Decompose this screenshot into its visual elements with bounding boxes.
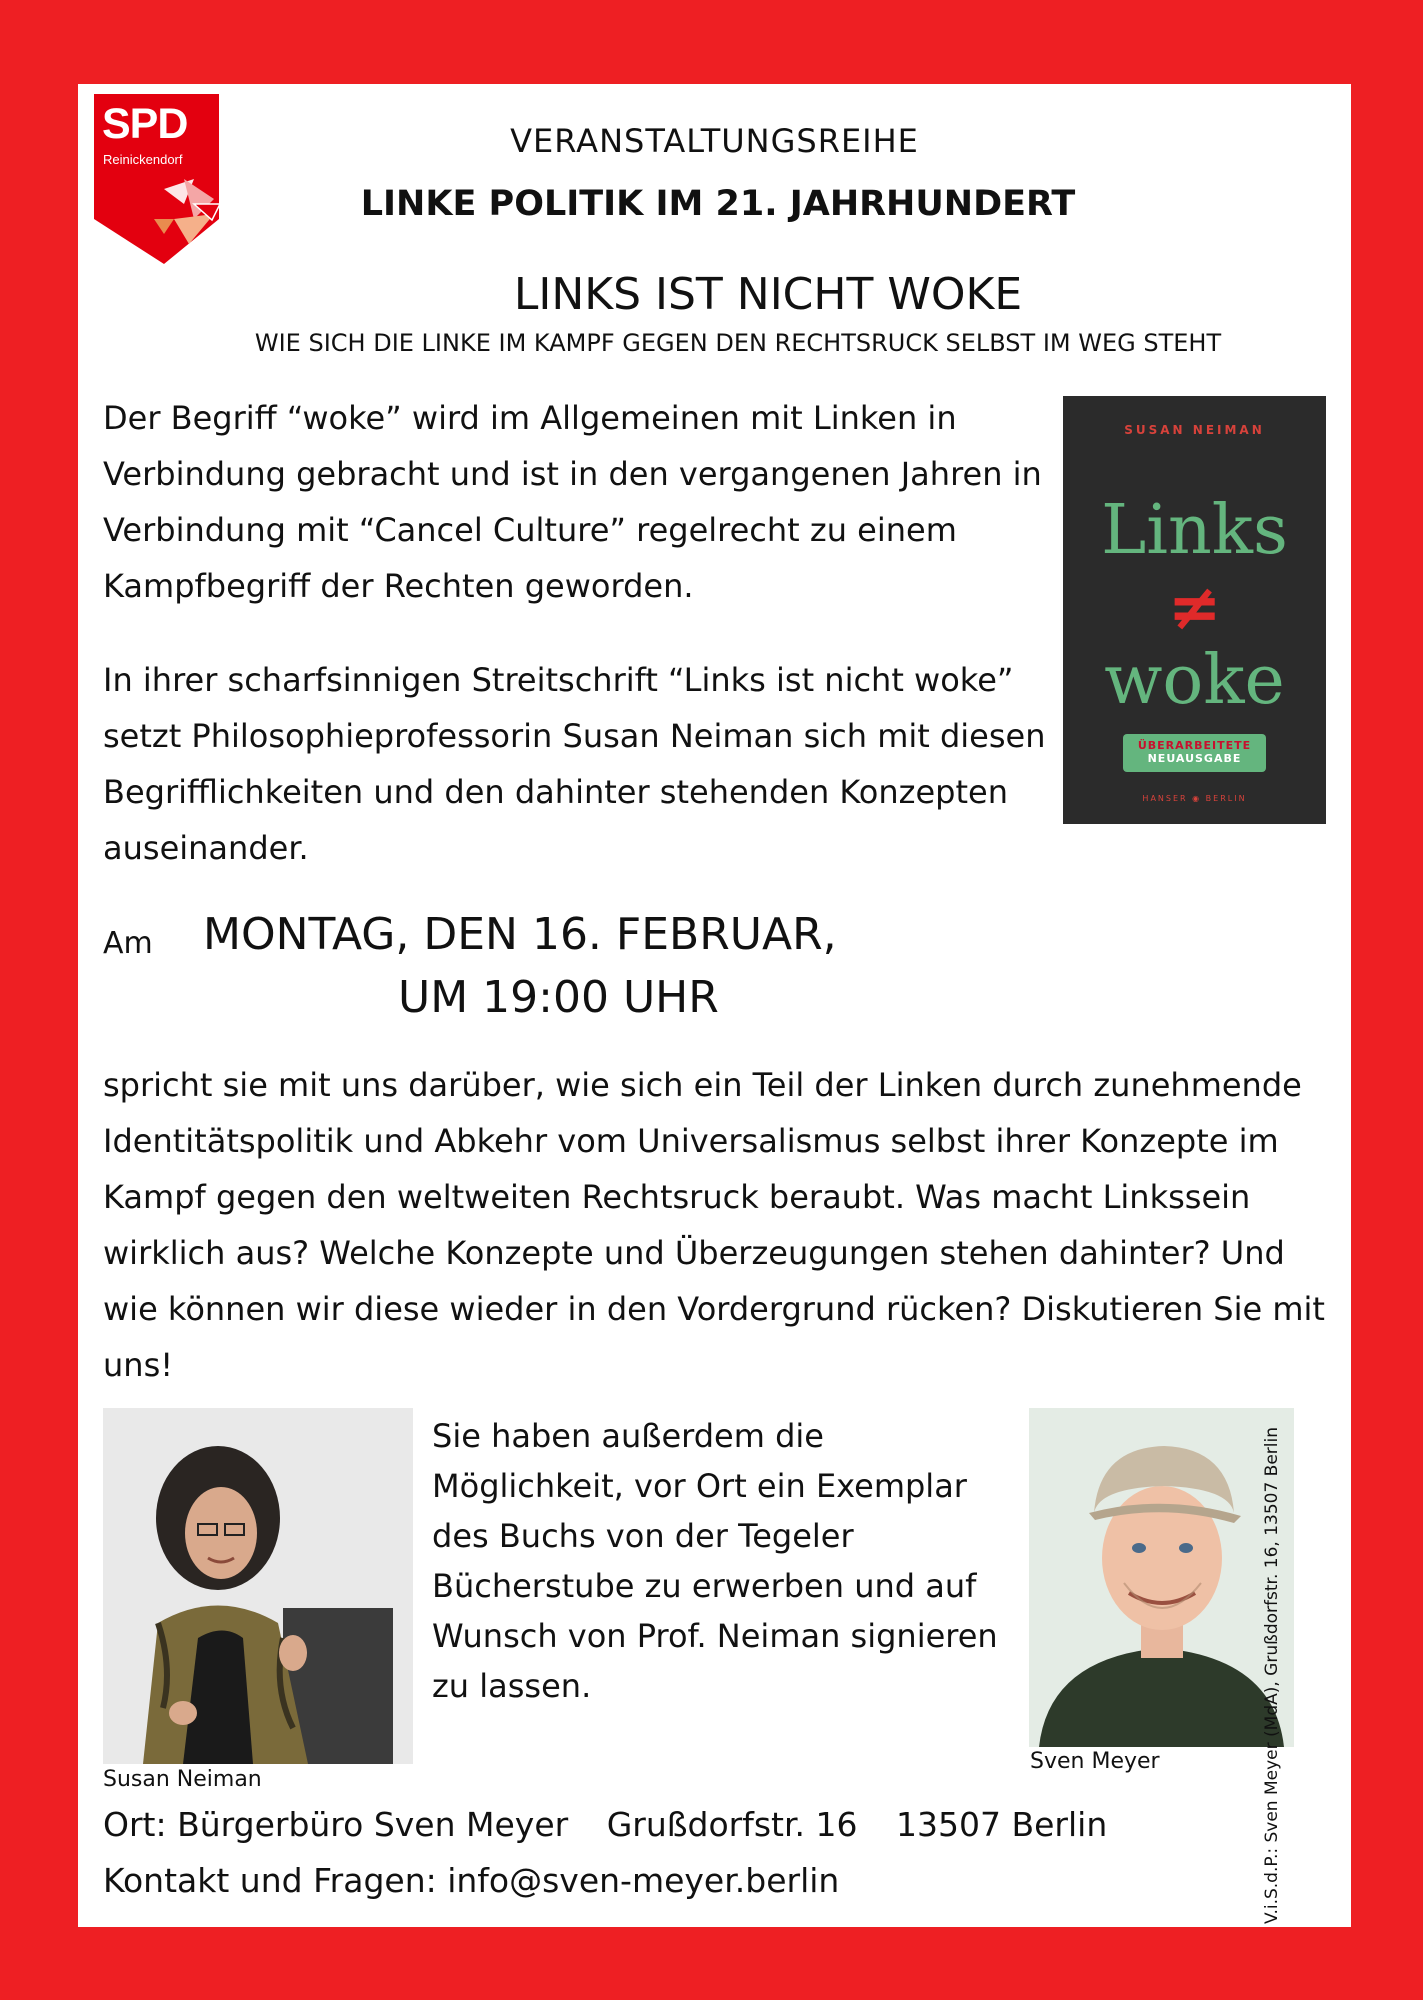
susan-neiman-caption: Susan Neiman bbox=[103, 1767, 262, 1792]
location-name: Ort: Bürgerbüro Sven Meyer bbox=[103, 1805, 569, 1844]
contact-info: Kontakt und Fragen: info@sven-meyer.berlin bbox=[103, 1861, 840, 1900]
date-prefix: Am bbox=[103, 926, 153, 961]
location-street: Grußdorfstr. 16 bbox=[606, 1805, 858, 1844]
susan-neiman-photo bbox=[103, 1408, 413, 1764]
signing-paragraph: Sie haben außerdem die Möglichkeit, vor Ort ein Exemplar des Buchs von der Tegeler Bücherstube zu erwerben und auf Wunsch von Prof. Neiman signieren zu lassen. bbox=[432, 1417, 998, 1705]
badge-line-1: ÜBERARBEITETE bbox=[1137, 739, 1252, 752]
sven-meyer-photo bbox=[1029, 1408, 1294, 1747]
event-headline: LINKS IST NICHT WOKE bbox=[513, 269, 1023, 320]
spd-logo-text: SPD bbox=[102, 100, 188, 148]
book-title-top: Links bbox=[1101, 491, 1288, 570]
book-paragraph: In ihrer scharfsinnigen Streitschrift “Links ist nicht woke” setzt Philosophieprofessorin Susan Neiman sich mit diesen Begrifflichkeiten und den dahinter stehenden Konzepten auseinander. bbox=[103, 661, 1046, 867]
spd-logo-district: Reinickendorf bbox=[103, 152, 183, 167]
spd-logo bbox=[94, 94, 224, 264]
not-equal-icon: ≠ bbox=[1167, 571, 1222, 645]
imprint-text: V.i.S.d.P.: Sven Meyer (MdA), Grußdorfstr. 16, 13507 Berlin bbox=[1262, 1426, 1282, 1924]
book-cover bbox=[1063, 396, 1326, 824]
event-subheadline: WIE SICH DIE LINKE IM KAMPF GEGEN DEN RECHTSRUCK SELBST IM WEG STEHT bbox=[254, 329, 1222, 357]
intro-paragraph: Der Begriff “woke” wird im Allgemeinen mit Linken in Verbindung gebracht und ist in den vergangenen Jahren in Verbindung mit “Cancel Culture” regelrecht zu einem Kampfbegriff der Rechten geworden. bbox=[103, 399, 1042, 605]
book-publisher: HANSER ◉ BERLIN bbox=[1142, 794, 1247, 803]
event-location bbox=[103, 1805, 1135, 1844]
sven-meyer-caption: Sven Meyer bbox=[1030, 1749, 1160, 1774]
talk-paragraph: spricht sie mit uns darüber, wie sich ein Teil der Linken durch zunehmende Identitätspolitik und Abkehr vom Universalismus selbst ihrer Konzepte im Kampf gegen den weltweiten Rechtsruck beraubt. Was macht Linkssein wirklich aus? Welche Konzepte und Überzeugungen stehen dahinter? Und wie können wir diese wieder in den Vordergrund rücken? Diskutieren Sie mit uns! bbox=[103, 1066, 1325, 1384]
event-date: MONTAG, DEN 16. FEBRUAR, bbox=[203, 909, 837, 960]
book-title-bottom: woke bbox=[1104, 641, 1285, 720]
flyer-sheet bbox=[78, 84, 1351, 1927]
book-edition-badge bbox=[1123, 734, 1266, 772]
badge-line-2: NEUAUSGABE bbox=[1147, 752, 1242, 765]
event-time: UM 19:00 UHR bbox=[398, 972, 719, 1023]
series-title: LINKE POLITIK IM 21. JAHRHUNDERT bbox=[360, 184, 1076, 224]
series-label: VERANSTALTUNGSREIHE bbox=[510, 122, 919, 160]
location-city: 13507 Berlin bbox=[896, 1805, 1108, 1844]
book-author: SUSAN NEIMAN bbox=[1124, 423, 1265, 437]
